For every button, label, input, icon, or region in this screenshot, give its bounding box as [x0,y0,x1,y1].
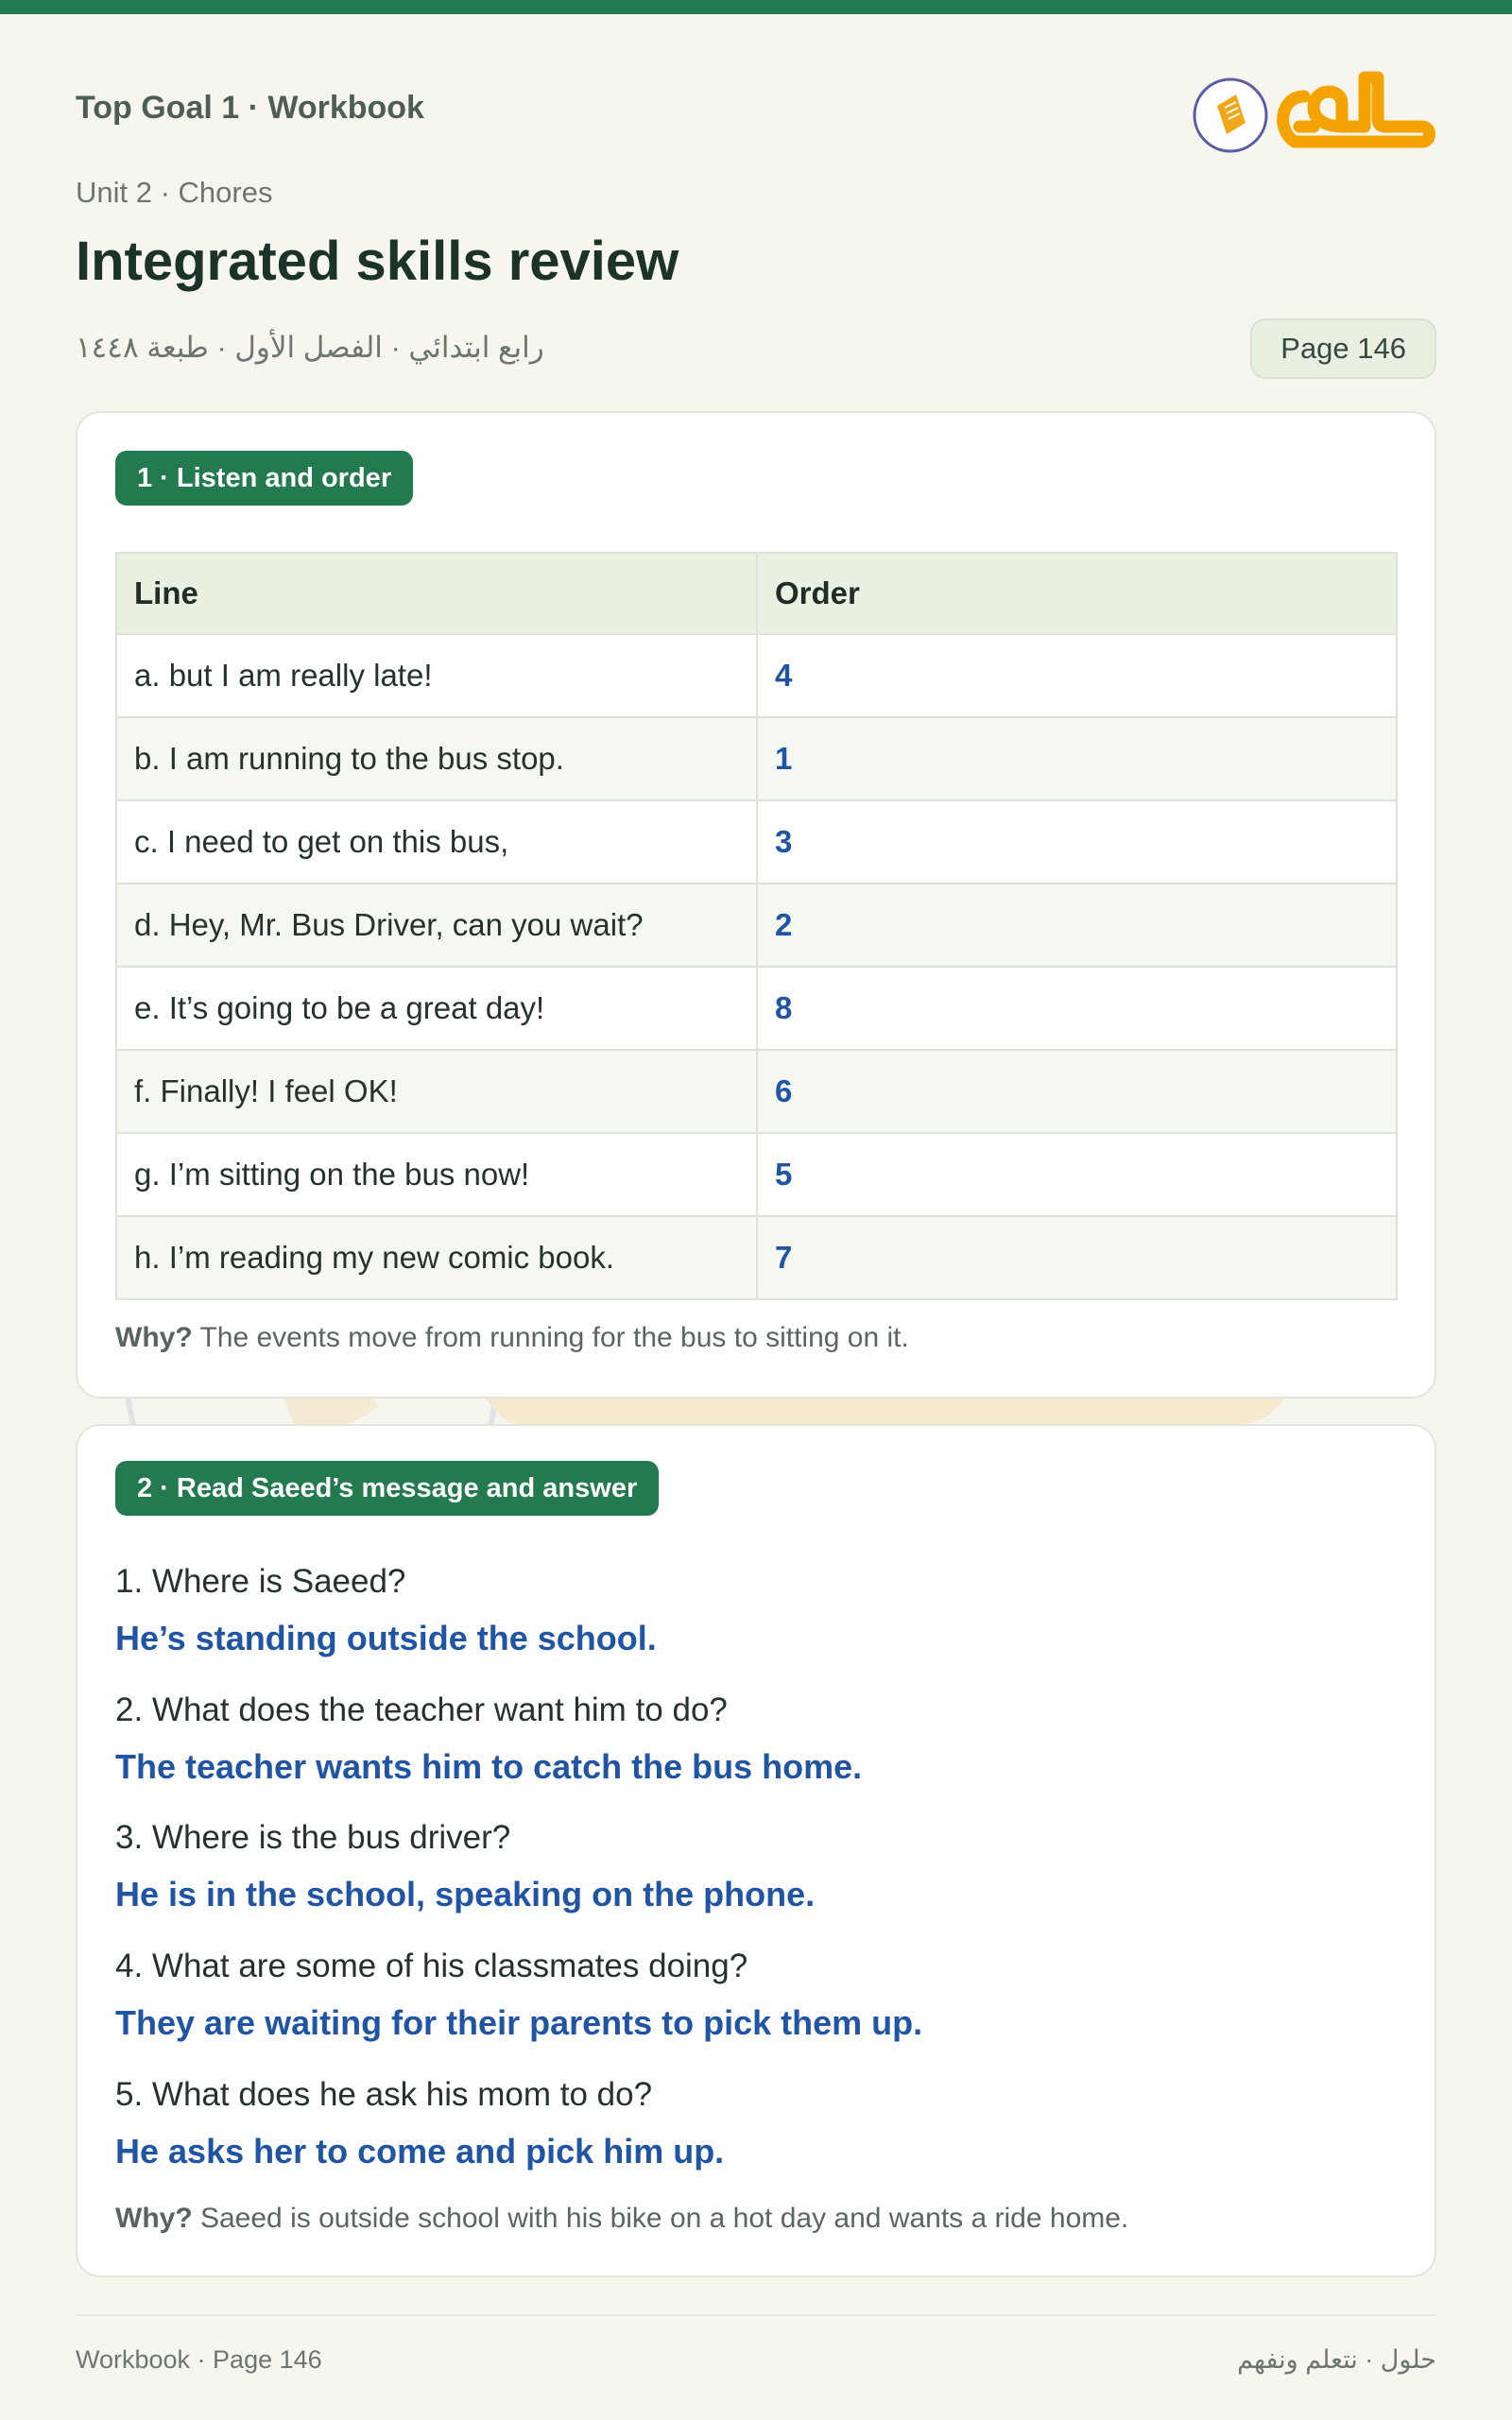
order-cell: 3 [757,800,1397,884]
why-text: The events move from running for the bus to sitting on it. [192,1322,909,1353]
read-and-answer-card [76,1424,1436,2277]
footer-brand: حلول · نتعلم ونفهم [1237,2345,1436,2374]
line-cell: b. I am running to the bus stop. [116,717,757,800]
column-header-line: Line [116,553,757,634]
unit-label: Unit 2 · Chores [76,176,273,209]
order-cell: 2 [757,884,1397,967]
table-row [116,1050,1397,1133]
footer-page-label: Workbook · Page 146 [76,2345,322,2374]
table-header-row [116,553,1397,634]
line-cell: e. It’s going to be a great day! [116,967,757,1050]
why-label: Why? [115,2203,193,2234]
question-text: 5. What does he ask his mom to do? [115,2076,653,2113]
page-header [76,0,1436,387]
order-cell: 8 [757,967,1397,1050]
qa-item [115,1687,1400,1791]
answer-text: They are waiting for their parents to pick them up. [115,2003,923,2042]
why-label: Why? [115,1322,193,1353]
hallol-logo-icon [1191,59,1436,163]
order-table [115,552,1398,1300]
order-cell: 4 [757,634,1397,717]
table-row [116,634,1397,717]
table-row [116,800,1397,884]
section-2-explanation [115,2203,1128,2235]
line-cell: c. I need to get on this bus, [116,800,757,884]
footer-divider [76,2314,1436,2316]
arabic-subtitle: رابع ابتدائي · الفصل الأول · طبعة ١٤٤٨ [76,331,544,364]
qa-item [115,1943,1400,2047]
table-row [116,1216,1397,1299]
answer-text: The teacher wants him to catch the bus home. [115,1747,863,1786]
line-cell: h. I’m reading my new comic book. [116,1216,757,1299]
question-text: 3. Where is the bus driver? [115,1819,511,1856]
column-header-order: Order [757,553,1397,634]
section-1-heading: 1 · Listen and order [115,451,413,506]
page-title: Integrated skills review [76,231,679,292]
answer-text: He’s standing outside the school. [115,1619,657,1657]
section-1-explanation [115,1322,909,1354]
line-cell: f. Finally! I feel OK! [116,1050,757,1133]
table-row [116,884,1397,967]
question-text: 2. What does the teacher want him to do? [115,1691,728,1728]
book-title: Top Goal 1 · Workbook [76,90,424,126]
line-cell: d. Hey, Mr. Bus Driver, can you wait? [116,884,757,967]
table-row [116,717,1397,800]
question-text: 1. Where is Saeed? [115,1563,406,1600]
answer-text: He is in the school, speaking on the phone. [115,1875,816,1914]
table-row [116,1133,1397,1216]
order-cell: 6 [757,1050,1397,1133]
order-cell: 1 [757,717,1397,800]
page-badge: Page 146 [1250,318,1436,379]
qa-item [115,2071,1400,2175]
table-row [116,967,1397,1050]
qa-item [115,1814,1400,1918]
qa-item [115,1558,1400,1662]
section-2-heading: 2 · Read Saeed’s message and answer [115,1461,659,1516]
order-cell: 5 [757,1133,1397,1216]
why-text: Saeed is outside school with his bike on a hot day and wants a ride home. [192,2203,1129,2234]
question-text: 4. What are some of his classmates doing? [115,1948,748,1984]
order-cell: 7 [757,1216,1397,1299]
listen-and-order-card [76,411,1436,1399]
answer-text: He asks her to come and pick him up. [115,2132,725,2171]
line-cell: g. I’m sitting on the bus now! [116,1133,757,1216]
line-cell: a. but I am really late! [116,634,757,717]
